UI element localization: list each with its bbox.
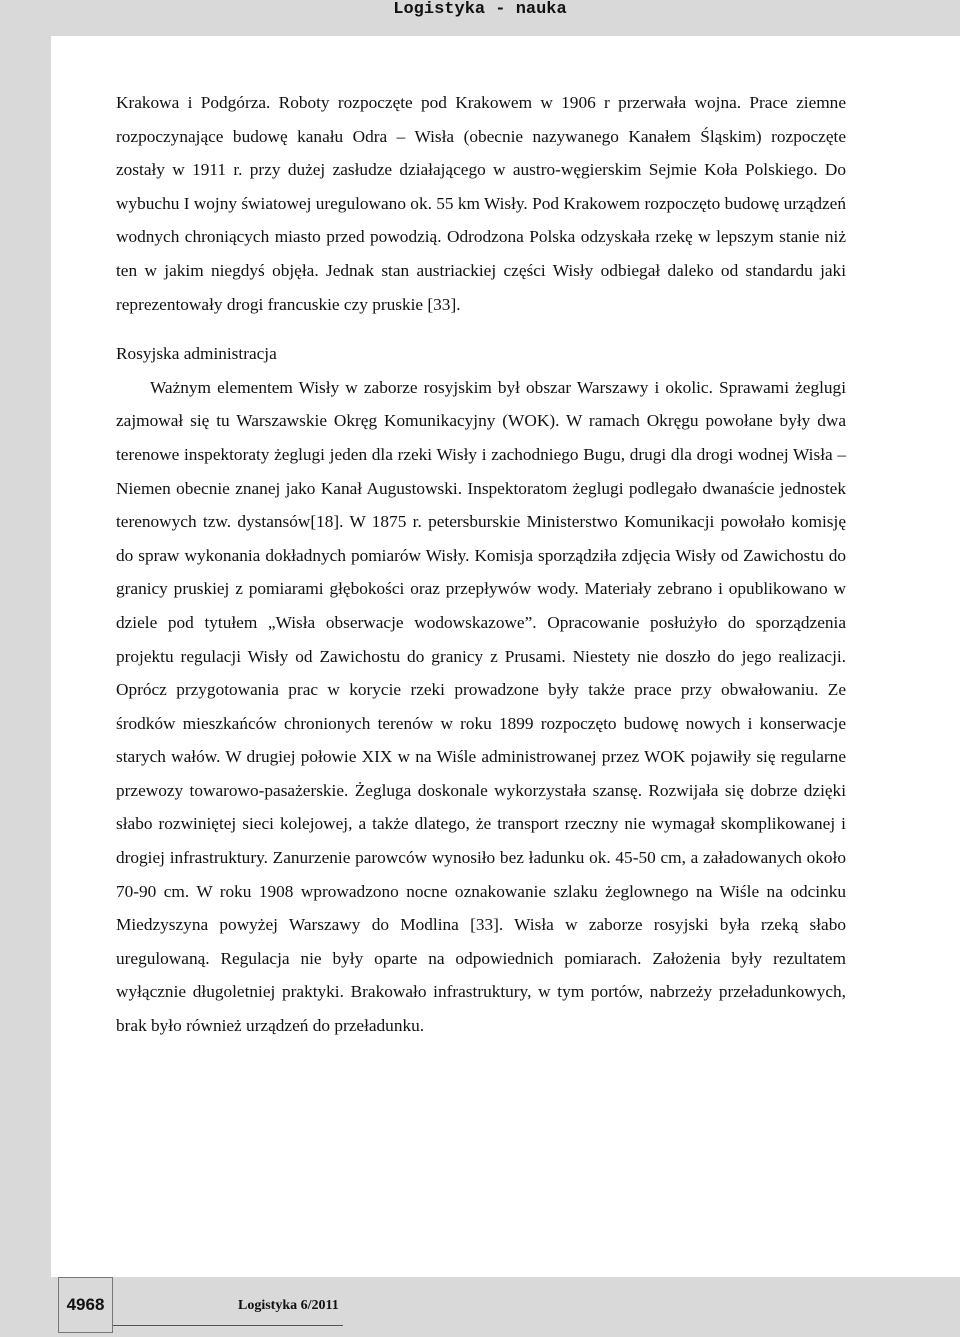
page-header: [0, 0, 960, 36]
paragraph-2: Ważnym elementem Wisły w zaborze rosyjskim był obszar Warszawy i okolic. Sprawami żeglugi zajmował się tu Warszawskie Okręg Komunikacyjny (WOK). W ramach Okręgu powołane były dwa terenowe inspektoraty żeglugi jeden dla rzeki Wisły i zachodniego Bugu, drugi dla drogi wodnej Wisła – Niemen obecnie znanej jako Kanał Augustowski. Inspektoratom żeglugi podlegało dwanaście jednostek terenowych tzw. dystansów[18]. W 1875 r. petersburskie Ministerstwo Komunikacji powołało komisję do spraw wykonania dokładnych pomiarów Wisły. Komisja sporządziła zdjęcia Wisły od Zawichostu do granicy pruskiej z pomiarami głębokości oraz przepływów wody. Materiały zebrano i opublikowano w dziele pod tytułem „Wisła obserwacje wodowskazowe”. Opracowanie posłużyło do sporządzenia projektu regulacji Wisły od Zawichostu do granicy z Prusami. Niestety nie doszło do jego realizacji. Oprócz przygotowania prac w korycie rzeki prowadzone były także prace przy obwałowaniu. Ze środków mieszkańców chronionych terenów w roku 1899 rozpoczęto budowę nowych i konserwacje starych wałów. W drugiej połowie XIX w na Wiśle administrowanej przez WOK pojawiły się regularne przewozy towarowo-pasażerskie. Żegluga doskonale wykorzystała szansę. Rozwijała się dobrze dzięki słabo rozwiniętej sieci kolejowej, a także dlatego, że transport rzeczny nie wymagał skomplikowanej i drogiej infrastruktury. Zanurzenie parowców wynosiło bez ładunku ok. 45-50 cm, a załadowanych około 70-90 cm. W roku 1908 wprowadzono nocne oznakowanie szlaku żeglownego na Wiśle na odcinku Miedzyszyna powyżej Warszawy do Modlina [33]. Wisła w zaborze rosyjski była rzeką słabo uregulowaną. Regulacja nie były oparte na odpowiednich pomiarach. Założenia były rezultatem wyłącznie długoletniej praktyki. Brakowało infrastruktury, w tym portów, nabrzeży przeładunkowych, brak było również urządzeń do przeładunku.: [116, 377, 846, 1036]
page-number: 4968: [66, 1295, 105, 1314]
header-title: Logistyka - nauka: [393, 0, 567, 19]
page-number-box: [58, 1277, 113, 1333]
page-body: [51, 36, 960, 1277]
page-footer: [0, 1277, 960, 1337]
footer-divider: [113, 1325, 343, 1326]
paragraph-1: Krakowa i Podgórza. Roboty rozpoczęte pod Krakowem w 1906 r przerwała wojna. Prace ziemne rozpoczynające budowę kanału Odra – Wisła (obecnie nazywanego Kanałem Śląskim) rozpoczęte zostały w 1911 r. przy dużej zasłudze działającego w austro-węgierskim Sejmie Koła Polskiego. Do wybuchu I wojny światowej uregulowano ok. 55 km Wisły. Pod Krakowem rozpoczęto budowę urządzeń wodnych chroniących miasto przed powodzią. Odrodzona Polska odzyskała rzekę w lepszym stanie niż ten w jakim niegdyś objęła. Jednak stan austriackiej części Wisły odbiegał daleko od standardu jaki reprezentowały drogi francuskie czy pruskie [33].: [116, 93, 846, 314]
section-heading: Rosyjska administracja: [116, 344, 277, 364]
journal-title: Logistyka 6/2011: [238, 1298, 339, 1313]
article-content: [116, 86, 846, 1043]
